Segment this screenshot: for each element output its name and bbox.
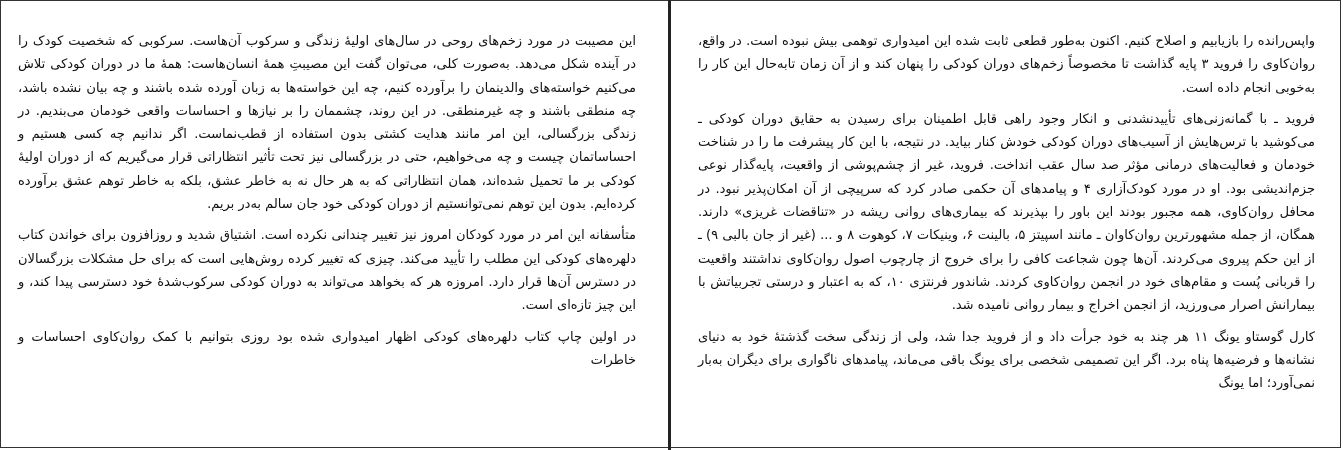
right-page bbox=[676, 0, 1343, 450]
right-paragraph-2: فروید ـ با گمانه‌زنی‌های تأییدنشدنی و انکار وجود راهی قابل اطمینان برای رسیدن به حقایق دوران کودکی ـ می‌کوشید با ترس‌هایش از آسیب‌های دوران کودکی خودش کنار بیاید. در نتیجه، با این کار پیشرفت ما را در شناخت خودمان و فعالیت‌های درمانی مؤثر صد سال عقب انداخت. فروید، غیر از چشم‌پوشی از واقعیت، پایه‌گذار نوعی جزم‌اندیشی بود. او در مورد کودک‌آزاری ۴ و پیامدهای آن حکمی صادر کرد که سرپیچی از آن امکان‌پذیر نبود. در محافل روان‌کاوی، همه مجبور بودند این باور را بپذیرند که بیماری‌های روانی ریشه در «تناقضات غریزی» دارند. همگان، از جمله مشهورترین روان‌کاوان ـ مانند اسپیتز ۵، بالینت ۶، وینیکات ۷، کوهوت ۸ و ... (غیر از جان بالبی ۹) ـ از این حکم پیروی می‌کردند. آن‌ها چون شجاعت کافی را برای خروج از چارچوب اصول روان‌کاوی نداشتند واقعیت را قربانی پُست و مقام‌های خود در انجمن روان‌کاوی کردند. شاندور فرنتزی ۱۰، که به اعتبار و درستی تجربیاتش با بیمارانش اصرار می‌ورزید، از انجمن اخراج و بیمار روانی نامیده شد. bbox=[698, 111, 1315, 314]
right-paragraph-3: کارل گوستاو یونگ ۱۱ هر چند به خود جرأت داد و از فروید جدا شد، ولی از زندگی سخت گذشتهٔ خود به دنیای نشانه‌ها و فرضیه‌ها پناه برد. اگر این تصمیمی شخصی برای یونگ باقی می‌ماند، پیامدهای ناگواری برای دیگران به‌بار نمی‌آورد؛ اما یونگ bbox=[698, 329, 1315, 392]
right-paragraph-1: واپس‌رانده را بازیابیم و اصلاح کنیم. اکنون به‌طور قطعی ثابت شده این امیدواری توهمی بیش نبوده است. در واقع، روان‌کاوی را فروید ۳ پایه گذاشت تا مخصوصاً زخم‌های دوران کودکی را پنهان کند و از آن زمان تابه‌حال این کار را به‌خوبی انجام داده است. bbox=[698, 34, 1315, 96]
left-paragraph-1: این مصیبت در مورد زخم‌های روحی در سال‌های اولیهٔ زندگی و سرکوب آن‌هاست. سرکوبی که شخصیت کودک را در آینده شکل می‌دهد. به‌صورت کلی، می‌توان گفت این مصیبتِ همهٔ انسان‌هاست: همهٔ ما در دوران کودکی تلاش می‌کنیم خواسته‌های والدینمان را برآورده کنیم، چه این خواسته‌ها به زبان آورده شده باشند و چه بیان نشده باشد، چه منطقی باشند و چه غیرمنطقی. در این روند، چشممان را بر نیازها و احساسات واقعی خودمان می‌بندیم. در زندگی بزرگسالی، این امر مانند هدایت کشتی بدون استفاده از قطب‌نماست. اگر ندانیم چه کسی هستیم و احساساتمان چیست و چه می‌خواهیم، حتی در بزرگسالی نیز تحت تأثیر انتظاراتی قرار می‌گیریم که از دوران اولیهٔ کودکی بر ما تحمیل شده‌اند، همان انتظاراتی که به هر حال نه به خاطر عشق، بلکه به خاطر توهم عشق برآورده کرده‌ایم. بدون این توهم نمی‌توانستیم از دوران کودکی خود جان سالم به‌در بریم. bbox=[18, 34, 636, 213]
page-divider bbox=[668, 0, 671, 450]
left-paragraph-3: در اولین چاپ کتاب دلهره‌های کودکی اظهار امیدواری شده بود روزی بتوانیم با کمک روان‌کاوی احساسات و خاطرات bbox=[18, 329, 636, 368]
left-paragraph-2: متأسفانه این امر در مورد کودکان امروز نیز تغییر چندانی نکرده است. اشتیاق شدید و روزافزون برای خواندن کتاب دلهره‌های کودکی این مطلب را تأیید می‌کند. چیزی که تغییر کرده روش‌هایی است که برای حل مشکلات بزرگسالان در دسترس آن‌ها قرار دارد. امروزه هر که بخواهد می‌تواند به دوران کودکی سرکوب‌شدهٔ خود دسترسی پیدا کند، و این چیز تازه‌ای است. bbox=[18, 228, 636, 314]
left-page bbox=[8, 0, 660, 450]
